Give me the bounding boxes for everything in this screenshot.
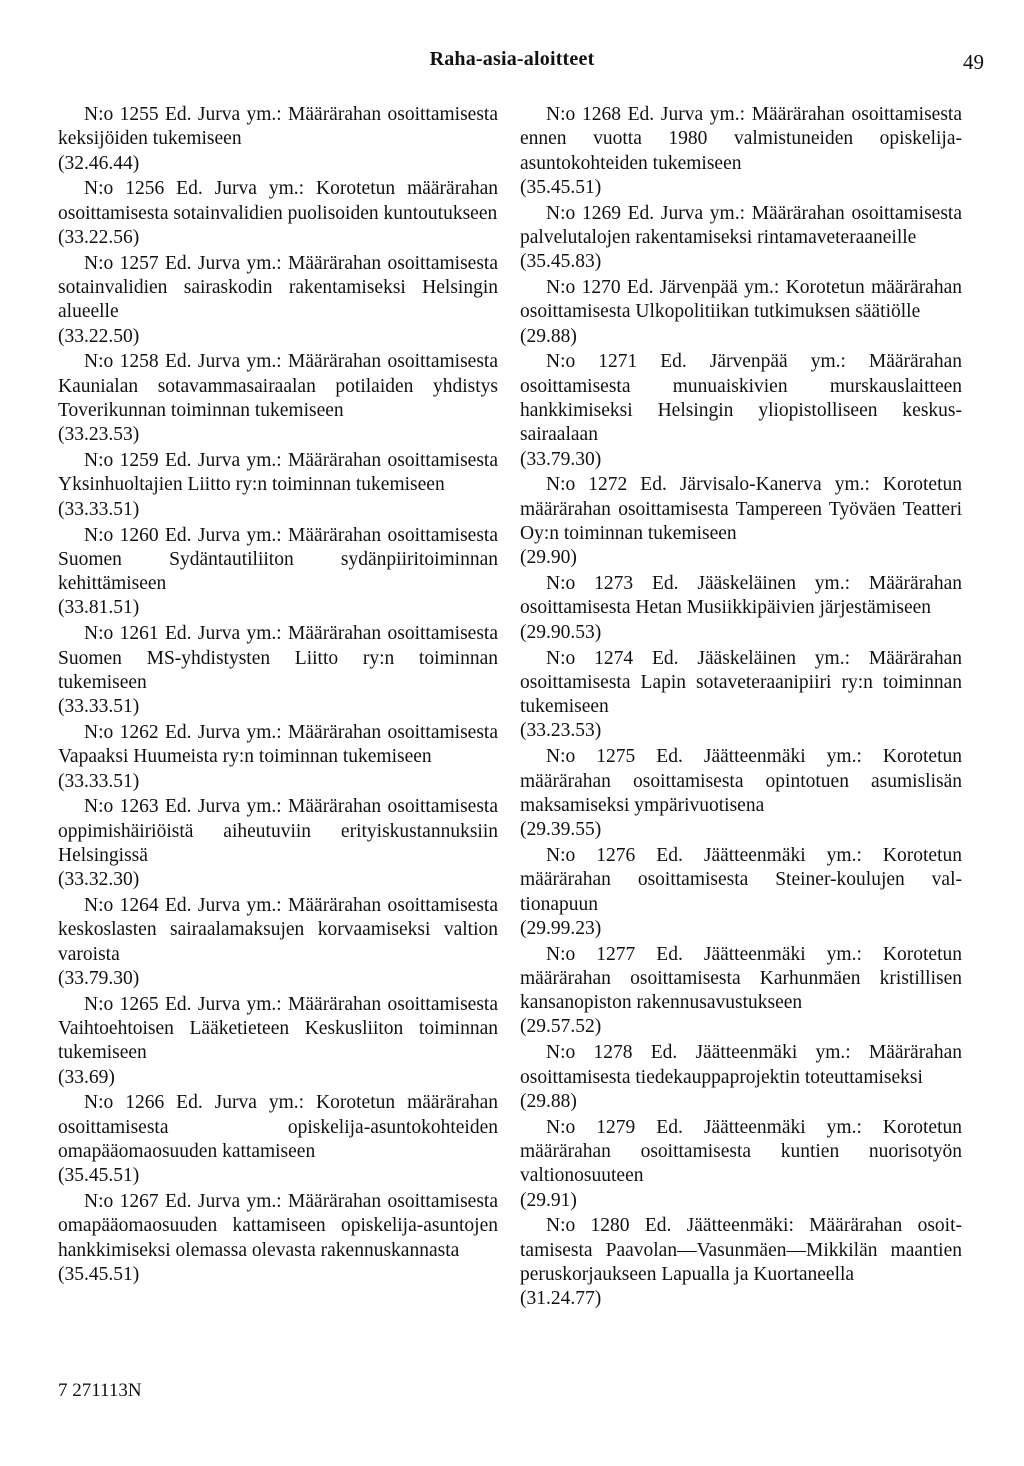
list-item xyxy=(520,473,962,570)
entry-text: N:o 1269 Ed. Jurva ym.: Määrärahan osoittamisesta palvelutalojen rakentamiseksi rintamaveteraaneille xyxy=(520,202,962,248)
entry-text: N:o 1265 Ed. Jurva ym.: Määrärahan osoittamisesta Vaihtoehtoisen Lääketieteen Keskusliiton toiminnan tukemiseen xyxy=(58,993,498,1064)
list-item xyxy=(520,276,962,349)
left-column xyxy=(58,103,498,1289)
list-item xyxy=(58,993,498,1090)
entry-text: N:o 1255 Ed. Jurva ym.: Määrärahan osoittamisesta keksijöiden tukemiseen xyxy=(58,104,498,150)
entry-text: N:o 1268 Ed. Jurva ym.: Määrärahan osoittamisesta ennen vuotta 1980 valmistuneiden opiskelija-asuntokohteiden tukemiseen xyxy=(520,104,962,174)
entry-text: N:o 1276 Ed. Jäätteenmäki ym.: Korotetun määrärahan osoittamisesta Steiner-koulujen valtionapuun xyxy=(520,844,962,915)
entry-text: N:o 1272 Ed. Järvisalo-Kanerva ym.: Korotetun määrärahan osoittamisesta Tampereen Työväen Teatteri Oy:n toiminnan tukemiseen xyxy=(520,474,962,545)
budget-code: (33.33.51) xyxy=(58,696,140,718)
list-item xyxy=(58,1091,498,1188)
budget-code: (33.22.50) xyxy=(58,325,140,347)
entry-text: N:o 1274 Ed. Jääskeläinen ym.: Määrärahan osoittamisesta Lapin sotaveteraanipiiri ry:n toiminnan tukemiseen xyxy=(520,647,962,718)
entry-text: N:o 1259 Ed. Jurva ym.: Määrärahan osoittamisesta Yksinhuoltajien Liitto ry:n toiminnan tukemiseen xyxy=(58,450,498,496)
list-item xyxy=(520,103,962,200)
list-item xyxy=(58,449,498,522)
list-item xyxy=(520,202,962,275)
budget-code: (33.81.51) xyxy=(58,597,140,619)
budget-code: (35.45.51) xyxy=(58,1263,140,1285)
budget-code: (33.33.51) xyxy=(58,498,140,520)
list-item xyxy=(58,894,498,991)
list-item xyxy=(58,721,498,794)
budget-code: (35.45.51) xyxy=(58,1165,140,1187)
list-item xyxy=(58,795,498,892)
budget-code: (33.23.53) xyxy=(520,720,602,742)
budget-code: (33.22.56) xyxy=(58,226,140,248)
budget-code: (33.32.30) xyxy=(58,869,140,891)
list-item xyxy=(520,1041,962,1114)
budget-code: (33.79.30) xyxy=(58,967,140,989)
budget-code: (29.88) xyxy=(520,1090,577,1112)
budget-code: (29.91) xyxy=(520,1189,577,1211)
running-title: Raha-asia-aloitteet xyxy=(429,48,595,70)
budget-code: (35.45.51) xyxy=(520,176,602,198)
entry-text: N:o 1257 Ed. Jurva ym.: Määrärahan osoittamisesta sotainvalidien sairaskodin rakentamiseksi Helsingin alueelle xyxy=(58,252,498,323)
entry-text: N:o 1279 Ed. Jäätteenmäki ym.: Korotetun määrärahan osoittamisesta kuntien nuorisotyön valtionosuuteen xyxy=(520,1116,962,1187)
budget-code: (29.90.53) xyxy=(520,621,602,643)
budget-code: (29.90) xyxy=(520,547,577,569)
budget-code: (31.24.77) xyxy=(520,1288,602,1310)
budget-code: (29.99.23) xyxy=(520,917,602,939)
list-item xyxy=(520,745,962,842)
entry-text: N:o 1266 Ed. Jurva ym.: Korotetun määrärahan osoittamisesta opiskelija-asuntokohteiden omapääomaosuuden kattamiseen xyxy=(58,1092,498,1162)
list-item xyxy=(520,1214,962,1311)
budget-code: (29.57.52) xyxy=(520,1016,602,1038)
entry-text: N:o 1277 Ed. Jäätteenmäki ym.: Korotetun määrärahan osoittamisesta Karhunmäen kristillisen kansanopiston rakennusavustukseen xyxy=(520,943,962,1014)
list-item xyxy=(520,572,962,645)
list-item xyxy=(520,1116,962,1213)
list-item xyxy=(58,350,498,447)
entry-text: N:o 1258 Ed. Jurva ym.: Määrärahan osoittamisesta Kaunialan sotavammasairaalan potilaiden yhdistys Toverikunnan toiminnan tukemiseen xyxy=(58,351,498,422)
entry-text: N:o 1267 Ed. Jurva ym.: Määrärahan osoittamisesta omapääomaosuuden kattamiseen opiskelija-asuntojen hankkimiseksi olemassa olevasta rakennuskannasta xyxy=(58,1191,498,1261)
list-item xyxy=(520,943,962,1040)
budget-code: (33.69) xyxy=(58,1066,115,1088)
list-item xyxy=(520,350,962,471)
list-item xyxy=(58,622,498,719)
entry-text: N:o 1264 Ed. Jurva ym.: Määrärahan osoittamisesta keskoslasten sairaalamaksujen korvaamiseksi valtion varoista xyxy=(58,895,498,965)
budget-code: (32.46.44) xyxy=(58,152,140,174)
list-item xyxy=(58,1190,498,1287)
list-item xyxy=(58,103,498,176)
list-item xyxy=(58,524,498,621)
entry-text: N:o 1278 Ed. Jäätteenmäki ym.: Määrärahan osoittamisesta tiedekauppaprojektin toteuttamiseksi xyxy=(520,1042,962,1088)
page-number: 49 xyxy=(963,50,984,74)
entry-text: N:o 1270 Ed. Järvenpää ym.: Korotetun määrärahan osoittamisesta Ulkopolitiikan tutkimuksen säätiölle xyxy=(520,277,962,323)
entry-text: N:o 1260 Ed. Jurva ym.: Määrärahan osoittamisesta Suomen Sydäntautiliiton sydänpiiritoiminnan kehittämiseen xyxy=(58,524,498,595)
entry-text: N:o 1275 Ed. Jäätteenmäki ym.: Korotetun määrärahan osoittamisesta opintotuen asumislisän maksamiseksi ympärivuotisena xyxy=(520,746,962,816)
budget-code: (29.39.55) xyxy=(520,819,602,841)
list-item xyxy=(58,177,498,250)
print-code: 7 271113N xyxy=(58,1380,142,1401)
budget-code: (33.33.51) xyxy=(58,770,140,792)
list-item xyxy=(58,252,498,349)
entry-text: N:o 1256 Ed. Jurva ym.: Korotetun määrärahan osoittamisesta sotainvalidien puolisoiden kuntoutukseen xyxy=(58,178,498,224)
list-item xyxy=(520,647,962,744)
entry-text: N:o 1262 Ed. Jurva ym.: Määrärahan osoittamisesta Vapaaksi Huumeista ry:n toiminnan tukemiseen xyxy=(58,721,498,768)
list-item xyxy=(520,844,962,941)
entry-text: N:o 1273 Ed. Jääskeläinen ym.: Määrärahan osoittamisesta Hetan Musiikkipäivien järjestämiseen xyxy=(520,573,962,619)
budget-code: (29.88) xyxy=(520,325,577,347)
budget-code: (33.79.30) xyxy=(520,448,602,470)
entry-text: N:o 1271 Ed. Järvenpää ym.: Määrärahan osoittamisesta munuaiskivien murskauslaitteen hankkimiseksi Helsingin yliopistolliseen keskussairaalaan xyxy=(520,351,962,446)
budget-code: (33.23.53) xyxy=(58,424,140,446)
budget-code: (35.45.83) xyxy=(520,251,602,273)
entry-text: N:o 1280 Ed. Jäätteenmäki: Määrärahan osoittamisesta Paavolan—Vasunmäen—Mikkilän maantien peruskorjaukseen Lapualla ja Kuortaneella xyxy=(520,1215,962,1285)
right-column xyxy=(520,103,962,1313)
entry-text: N:o 1261 Ed. Jurva ym.: Määrärahan osoittamisesta Suomen MS-yhdistysten Liitto ry:n toiminnan tukemiseen xyxy=(58,623,498,693)
entry-text: N:o 1263 Ed. Jurva ym.: Määrärahan osoittamisesta oppimishäiriöistä aiheutuviin erityiskustannuksiin Helsingissä xyxy=(58,796,498,866)
